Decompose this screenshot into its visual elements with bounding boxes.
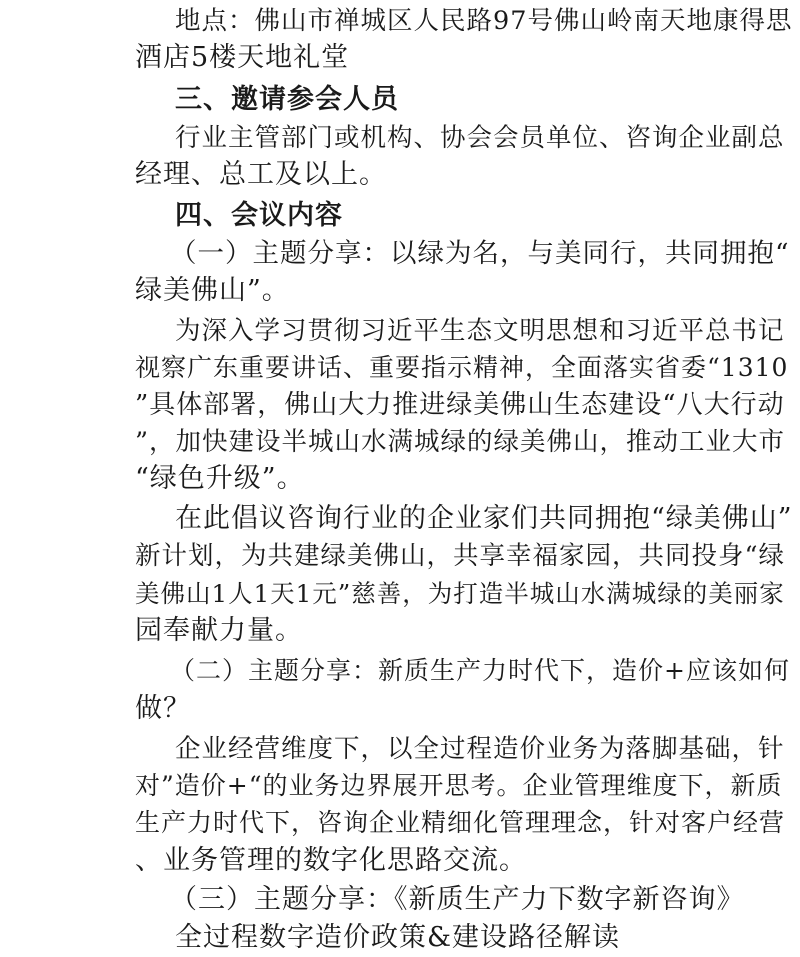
text-line: 、业务管理的数字化思路交流。: [135, 845, 527, 876]
text-line: 视察广东重要讲话、重要指示精神，全面落实省委“1310: [135, 353, 789, 382]
text-line: ”具体部署，佛山大力推进绿美佛山生态建设“八大行动: [135, 390, 785, 420]
text-line: 园奉献力量。: [135, 615, 303, 646]
text-line: 生产力时代下，咨询企业精细化管理理念，针对客户经营: [135, 808, 786, 837]
text-line: 在此倡议咨询行业的企业家们共同拥抱“绿美佛山”: [175, 503, 793, 534]
subsection-heading: （三）主题分享：《新质生产力下数字新咨询》: [170, 884, 745, 915]
text-line: 酒店5楼天地礼堂: [135, 42, 350, 73]
section-heading: 三、邀请参会人员: [175, 84, 399, 115]
text-line: ”，加快建设半城山水满城绿的绿美佛山，推动工业大市: [135, 427, 786, 457]
text-line: 全过程数字造价政策&建设路径解读: [175, 922, 621, 953]
subsection-heading: （一）主题分享：以绿为名，与美同行，共同拥抱“: [170, 238, 790, 269]
text-line: 做？: [135, 693, 191, 724]
section-heading: 四、会议内容: [175, 200, 343, 231]
text-line: 行业主管部门或机构、协会会员单位、咨询企业副总: [175, 123, 785, 153]
text-line: 绿美佛山”。: [135, 275, 290, 306]
text-line: “绿色升级”。: [135, 463, 305, 494]
text-line: 地点：佛山市禅城区人民路97号佛山岭南天地康得思: [175, 6, 793, 36]
text-line: 企业经营维度下，以全过程造价业务为落脚基础，针: [175, 734, 785, 764]
text-line: 为深入学习贯彻习近平生态文明思想和习近平总书记: [175, 316, 785, 346]
text-line: 对”造价+“的业务边界展开思考。企业管理维度下，新质: [135, 771, 783, 800]
text-line: 美佛山1人1天1元”慈善，为打造半城山水满城绿的美丽家: [135, 579, 785, 608]
text-line: 新计划，为共建绿美佛山，共享幸福家园，共同投身“绿: [135, 541, 786, 571]
subsection-heading: （二）主题分享：新质生产力时代下，造价+应该如何: [170, 656, 790, 685]
text-line: 经理、总工及以上。: [135, 159, 387, 190]
